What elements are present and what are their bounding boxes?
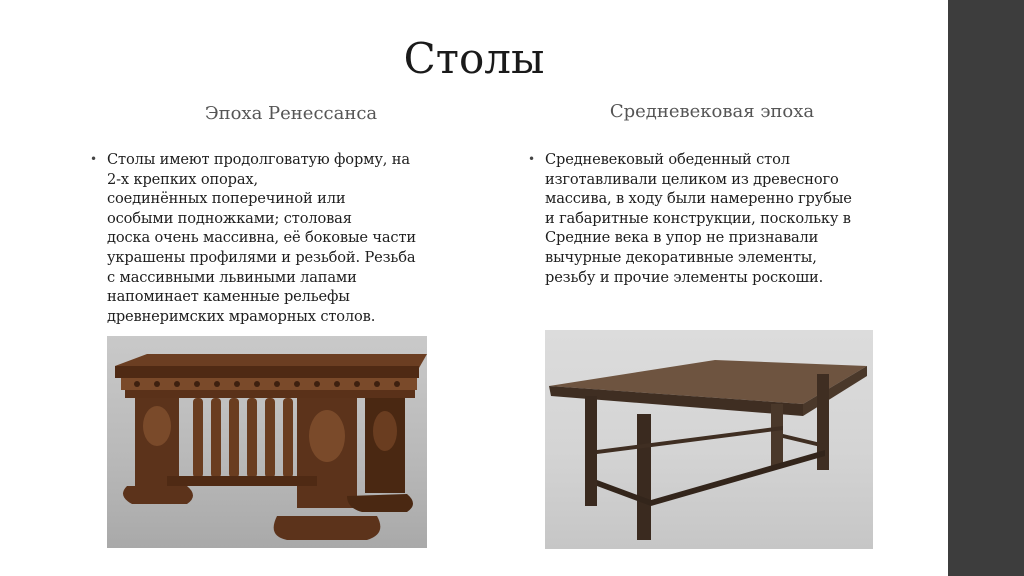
bullet-dot-icon: • <box>90 152 97 166</box>
text-line: 2-х крепких опорах, <box>107 170 258 188</box>
renaissance-table-photo <box>107 336 427 548</box>
text-line: и габаритные конструкции, поскольку в <box>545 209 851 227</box>
plain-table-illustration <box>545 330 873 549</box>
slide-title: Столы <box>403 34 545 83</box>
right-column-heading: Средневековая эпоха <box>609 101 815 122</box>
text-line: вычурные декоративные элементы, <box>545 248 817 266</box>
text-line: особыми подножками; столовая <box>107 209 352 227</box>
carved-table-illustration <box>107 336 427 548</box>
text-line: изготавливали целиком из древесного <box>545 170 839 188</box>
left-column-heading: Эпоха Ренессанса <box>204 103 378 124</box>
text-line: напоминает каменные рельефы <box>107 288 350 306</box>
left-bullet-text <box>90 150 452 326</box>
medieval-table-photo <box>545 330 873 549</box>
text-line: массива, в ходу были намеренно грубые <box>545 190 852 208</box>
text-line: соединённых поперечиной или <box>107 190 346 208</box>
text-line: древнеримских мраморных столов. <box>107 307 376 325</box>
bullet-dot-icon: • <box>528 152 535 166</box>
text-line: с массивными львиными лапами <box>107 268 357 286</box>
text-line: Средние века в упор не признавали <box>545 229 819 247</box>
decorative-side-bar <box>948 0 1024 576</box>
text-line: резьбу и прочие элементы роскоши. <box>545 268 824 286</box>
text-line: Средневековый обеденный стол <box>545 151 790 168</box>
text-line: Столы имеют продолговатую форму, на <box>107 151 410 168</box>
text-line: украшены профилями и резьбой. Резьба <box>107 248 416 266</box>
text-line: доска очень массивна, её боковые части <box>107 229 416 247</box>
right-bullet-text <box>528 150 885 287</box>
